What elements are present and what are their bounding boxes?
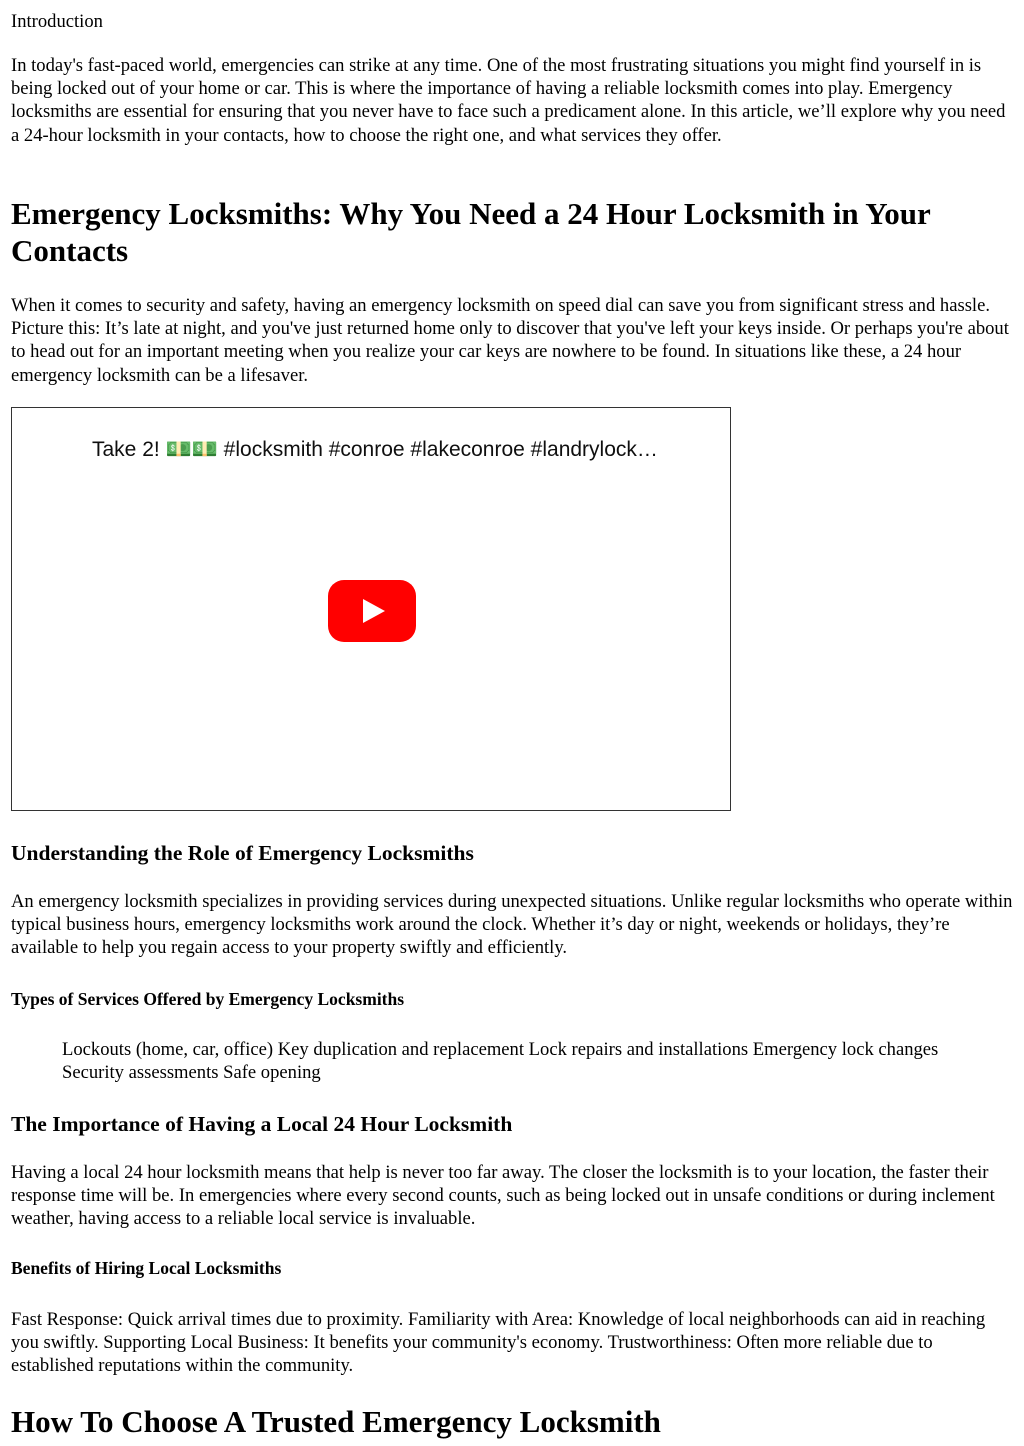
role-heading: Understanding the Role of Emergency Locksmiths <box>11 841 474 865</box>
local-heading: The Importance of Having a Local 24 Hour Locksmith <box>11 1112 513 1136</box>
main-paragraph: When it comes to security and safety, having an emergency locksmith on speed dial can save you from significant stress and hassle. Picture this: It’s late at night, and you've just returned home only to discover that you've left your keys inside. Or perhaps you're about to head out for an important meeting when you realize your car keys are nowhere to be found. In situations like these, a 24 hour emergency locksmith can be a lifesaver. <box>11 295 1009 386</box>
video-title[interactable]: Take 2! 💵💵 #locksmith #conroe #lakeconroe #landrylock… <box>92 438 658 461</box>
intro-label: Introduction <box>11 11 103 32</box>
intro-paragraph: In today's fast-paced world, emergencies can strike at any time. One of the most frustrating situations you might find yourself in is being locked out of your home or car. This is where the importance of having a reliable locksmith comes into play. Emergency locksmiths are essential for ensuring that you never have to face such a predicament alone. In this article, we’ll explore why you need a 24-hour locksmith in your contacts, how to choose the right one, and what services they offer. <box>11 55 1006 146</box>
local-paragraph: Having a local 24 hour locksmith means that help is never too far away. The closer the locksmith is to your location, the faster their response time will be. In emergencies where every second counts, such as being locked out in unsafe conditions or during inclement weather, having access to a reliable local service is invaluable. <box>11 1162 995 1230</box>
main-heading: Emergency Locksmiths: Why You Need a 24 Hour Locksmith in Your Contacts <box>11 196 931 268</box>
services-list: Lockouts (home, car, office) Key duplication and replacement Lock repairs and installations Emergency lock changes Security assessments Safe opening <box>62 1039 939 1084</box>
benefits-paragraph: Fast Response: Quick arrival times due to proximity. Familiarity with Area: Knowledge of local neighborhoods can aid in reaching you swiftly. Supporting Local Business: It benefits your community's economy. Trustworthiness: Often more reliable due to established reputations within the community. <box>11 1309 986 1377</box>
services-heading: Types of Services Offered by Emergency Locksmiths <box>11 989 405 1009</box>
role-paragraph: An emergency locksmith specializes in providing services during unexpected situations. Unlike regular locksmiths who operate within typical business hours, emergency locksmiths work around the clock. Whether it’s day or night, weekends or holidays, they’re available to help you regain access to your property swiftly and efficiently. <box>11 891 1013 959</box>
youtube-play-icon <box>328 580 416 642</box>
video-embed[interactable] <box>11 407 731 811</box>
choose-heading: How To Choose A Trusted Emergency Locksmith <box>11 1404 661 1439</box>
video-play-button[interactable] <box>328 580 416 642</box>
benefits-heading: Benefits of Hiring Local Locksmiths <box>11 1258 282 1278</box>
